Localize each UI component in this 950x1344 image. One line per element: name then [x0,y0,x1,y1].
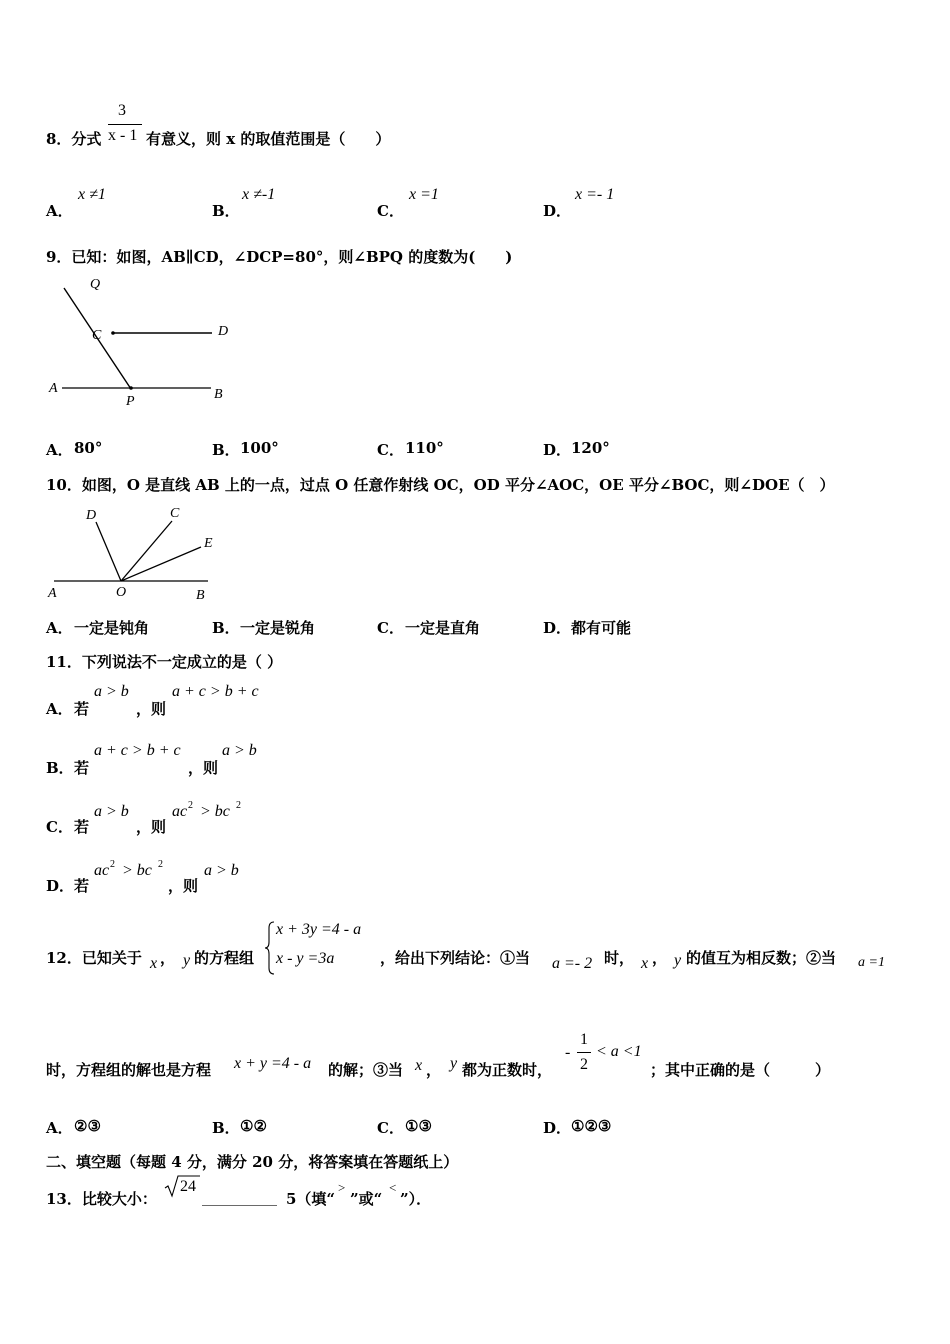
q13-mid: ”或“ [350,1190,383,1208]
q8-option-b-letter: B． [212,202,240,220]
q11-option-d-ze: ，则 [168,877,199,895]
q11-option-d-superscript-1: 2 [110,859,115,870]
q11-option-d-letter: D． [46,877,75,895]
q11-option-b-conclusion: a > b [222,742,257,759]
q9-stem: 9．已知：如图，AB∥CD，∠DCP=80°，则∠BPQ 的度数为( ) [46,248,513,266]
q12-line2-part1: 时，方程组的解也是方程 [46,1061,212,1079]
q12-inequality-numerator: 1 [580,1031,588,1048]
q10-option-a-text: 一定是钝角 [74,619,150,637]
q13-answer-blank: __________ [202,1188,277,1206]
q12-var-y-2: y [674,952,682,969]
q12-brace [264,920,276,976]
q10-stem: 10．如图，O 是直线 AB 上的一点，过点 O 任意作射线 OC，OD 平分∠AOC，OE 平分∠BOC，则∠DOE（ ） [46,476,835,494]
q9-option-d-text: 120° [571,439,610,457]
q12-equation-3: x + y =4 - a [234,1055,312,1072]
q13-lt-symbol: < [389,1180,397,1195]
q9-option-a-letter: A． [46,441,73,459]
q11-option-c-superscript-1: 2 [188,800,193,811]
q12-inequality-fraction-bar [577,1052,591,1053]
q12-var-x: x [150,955,158,972]
q9-label-q: Q [90,277,101,292]
q9-label-b: B [214,387,223,402]
q12-option-a-text: ②③ [74,1117,101,1135]
q11-option-c-letter: C． [46,818,73,836]
q9-option-c-text: 110° [405,439,444,457]
q12-var-x-2: x [641,955,649,972]
q9-label-a: A [49,381,58,396]
q10-ray-od [96,522,121,581]
q10-option-d-text: 都有可能 [571,619,632,637]
q10-label-c: C [170,506,180,521]
q11-option-b-ze: ，则 [188,759,219,777]
q12-a-eq-1: a =1 [858,955,885,970]
q12-part1: 12．已知关于 [46,949,142,967]
q12-option-b-text: ①② [240,1117,267,1135]
q12-line2-part2: 的解；③当 [328,1061,404,1079]
q10-ray-oe [121,547,201,581]
q11-option-a-ruo: 若 [74,700,90,718]
q12-option-d-letter: D． [543,1119,572,1137]
q11-option-c-conclusion-a: ac [172,803,188,820]
q12-line2-part4: ；其中正确的是（ ） [650,1061,831,1079]
q12-comma-2: ， [652,949,668,967]
q11-option-b-ruo: 若 [74,759,90,777]
q10-option-d-letter: D． [543,619,572,637]
q12-option-a-letter: A． [46,1119,73,1137]
q9-label-c: C [92,328,102,343]
q11-option-a-ze: ，则 [136,700,167,718]
q12-comma: ， [160,949,176,967]
q13-radicand: 24 [180,1178,196,1195]
q8-option-b-math: x ≠-1 [242,186,276,203]
q12-comma-3: ， [426,1061,442,1079]
q9-figure [46,272,246,412]
q11-option-d-ruo: 若 [74,877,90,895]
q8-prefix: 8．分式 [46,130,102,148]
q8-suffix: 有意义，则 x 的取值范围是（ ） [146,130,391,148]
q11-option-d-conclusion: a > b [204,862,239,879]
q13-prefix: 13．比较大小： [46,1190,157,1208]
q10-label-o: O [116,585,127,600]
q9-point-c [111,331,115,335]
q11-option-d-condition-a: ac [94,862,110,879]
q11-option-a-letter: A． [46,700,73,718]
q8-fraction-numerator: 3 [118,102,126,119]
q10-option-c-text: 一定是直角 [405,619,481,637]
q10-figure [46,500,226,605]
q9-option-d-letter: D． [543,441,572,459]
q9-label-d: D [218,324,229,339]
section-2-heading: 二、填空题（每题 4 分，满分 20 分，将答案填在答题纸上） [46,1153,459,1171]
q10-label-a: A [48,586,57,601]
q12-var-y: y [183,952,191,969]
q11-option-c-ze: ，则 [136,818,167,836]
q12-line2-part3: 都为正数时， [462,1061,553,1079]
q11-stem: 11．下列说法不一定成立的是（ ） [46,653,283,671]
q8-option-d-letter: D． [543,202,572,220]
q11-option-a-conclusion: a + c > b + c [172,683,259,700]
q12-part4: 时， [604,949,635,967]
q12-option-c-text: ①③ [405,1117,432,1135]
q11-option-c-condition: a > b [94,803,129,820]
q10-option-c-letter: C． [377,619,404,637]
q9-option-a-text: 80° [74,439,103,457]
q13-suffix2: ”）． [400,1190,432,1208]
q9-label-p: P [126,394,135,409]
q11-option-c-ruo: 若 [74,818,90,836]
q13-suffix1: 5（填“ [286,1190,336,1208]
q12-option-d-text: ①②③ [571,1117,612,1135]
q12-part3: ，给出下列结论：①当 [380,949,531,967]
q12-a-eq-minus-2: a =- 2 [552,955,593,972]
q11-option-a-condition: a > b [94,683,129,700]
q8-fraction-bar [108,124,142,125]
q8-option-d-math: x =- 1 [575,186,615,203]
q10-option-b-text: 一定是锐角 [240,619,316,637]
q8-option-a-letter: A． [46,202,73,220]
q10-label-d: D [86,508,97,523]
q10-label-b: B [196,588,205,603]
q12-part2: 的方程组 [194,949,255,967]
q11-option-b-letter: B． [46,759,74,777]
q8-fraction-denominator: x - 1 [108,127,138,144]
q9-point-p [129,386,133,390]
q11-option-b-condition: a + c > b + c [94,742,181,759]
q12-inequality-minus: - [565,1044,571,1061]
q11-option-d-condition-b: > bc [122,862,152,879]
q11-option-d-superscript-2: 2 [158,859,163,870]
q9-option-c-letter: C． [377,441,404,459]
q12-var-y-3: y [450,1055,458,1072]
q8-option-a-math: x ≠1 [78,186,106,203]
q11-option-c-superscript-2: 2 [236,800,241,811]
q12-option-c-letter: C． [377,1119,404,1137]
q12-option-b-letter: B． [212,1119,240,1137]
q12-var-x-3: x [415,1057,423,1074]
q12-part5: 的值互为相反数；②当 [686,949,837,967]
q13-gt-symbol: > [338,1180,346,1195]
q10-label-e: E [204,536,213,551]
q8-option-c-letter: C． [377,202,404,220]
q10-option-a-letter: A． [46,619,73,637]
q12-equation-2: x - y =3a [276,950,335,967]
q9-option-b-text: 100° [240,439,279,457]
q12-inequality-rest: < a <1 [596,1043,642,1060]
q12-inequality-denominator: 2 [580,1056,588,1073]
q8-option-c-math: x =1 [409,186,439,203]
q12-equation-1: x + 3y =4 - a [276,921,362,938]
q11-option-c-conclusion-b: > bc [200,803,230,820]
q9-option-b-letter: B． [212,441,240,459]
q10-ray-oc [121,521,172,581]
q10-option-b-letter: B． [212,619,240,637]
